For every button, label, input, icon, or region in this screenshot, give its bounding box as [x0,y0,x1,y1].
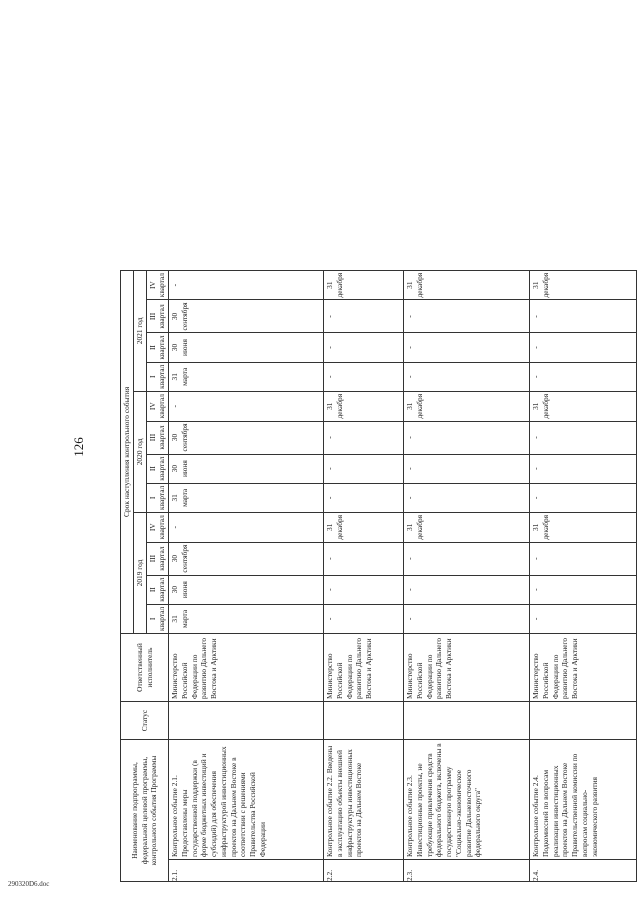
table-row [404,270,530,881]
table-row [169,270,324,881]
quarter-header: IV квартал [146,391,169,421]
header-name: Наименование подпрограммы, федеральной целевой программы, контрольного события Программы [121,740,169,882]
quarter-header: I квартал [146,362,169,391]
status-cell [169,702,324,740]
date-cell: - [530,575,637,604]
header-year-2020: 2020 год [133,391,146,512]
status-cell [324,702,404,740]
date-cell: 30 сентября [169,300,324,333]
date-cell: 31 декабря [404,270,530,300]
date-cell: - [324,454,404,483]
date-cell: - [404,421,530,454]
date-cell: 31 декабря [404,391,530,421]
date-cell: 31 декабря [404,512,530,542]
date-cell: 31 декабря [324,391,404,421]
date-cell: - [530,421,637,454]
date-cell: - [404,575,530,604]
table-body [169,270,637,881]
quarter-header: II квартал [146,575,169,604]
executor-cell: Министерство Российской Федерации по развитию Дальнего Востока и Арктики [169,634,324,702]
date-cell: 31 марта [169,362,324,391]
date-cell: - [324,333,404,362]
rotated-landscape-sheet [65,12,625,882]
date-cell: - [404,362,530,391]
executor-cell: Министерство Российской Федерации по развитию Дальнего Востока и Арктики [404,634,530,702]
row-number: 2.1. [169,860,324,882]
page-number: 126 [71,437,86,457]
date-cell: - [530,542,637,575]
date-cell: - [324,421,404,454]
executor-cell: Министерство Российской Федерации по развитию Дальнего Востока и Арктики [324,634,404,702]
event-name: Контрольное событие 2.3. Инвестиционные проекты, не требующие привлечения средств федерального бюджета, включены в государственную программу "Социально-экономическое развитие Дальневосточного федерального округа" [404,740,530,860]
file-footer: 290320D6.doc [8,880,50,888]
event-name: Контрольное событие 2.2. Введены в эксплуатацию объекты внешней инфраструктуры инвестиционных проектов на Дальнем Востоке [324,740,404,860]
date-cell: 31 марта [169,483,324,512]
date-cell: 31 декабря [324,270,404,300]
status-cell [404,702,530,740]
date-cell: - [404,604,530,633]
date-cell: - [324,483,404,512]
date-cell: - [404,542,530,575]
event-name: Контрольное событие 2.4. Подкомиссией по вопросам реализации инвестиционных проектов на Дальнем Востоке Правительственной комиссии по вопросам социально-экономического развития [530,740,637,860]
header-status: Статус [121,702,169,740]
event-name: Контрольное событие 2.1. Предоставлены меры государственной поддержки (в форме бюджетных инвестиций и субсидий) для обеспечения инфраструктурой инвестиционных проектов на Дальнем Востоке в соответствии с решениями Правительства Российской Федерации [169,740,324,860]
date-cell: - [169,512,324,542]
date-cell: - [169,270,324,300]
quarter-header: IV квартал [146,270,169,300]
date-cell: 30 сентября [169,421,324,454]
table-row [530,270,637,881]
date-cell: - [324,542,404,575]
date-cell: 30 июня [169,333,324,362]
status-cell [530,702,637,740]
date-cell: - [530,362,637,391]
quarter-header: I квартал [146,604,169,633]
quarter-header: IV квартал [146,512,169,542]
date-cell: - [404,483,530,512]
date-cell: 31 декабря [530,512,637,542]
table-row [324,270,404,881]
date-cell: - [404,300,530,333]
header-deadline: Срок наступления контрольного события [121,270,134,633]
date-cell: - [404,454,530,483]
date-cell: - [169,391,324,421]
date-cell: 30 июня [169,454,324,483]
date-cell: 30 июня [169,575,324,604]
row-number: 2.4. [530,860,637,882]
date-cell: 31 декабря [530,391,637,421]
date-cell: - [530,604,637,633]
date-cell: - [324,575,404,604]
date-cell: - [530,333,637,362]
quarter-header: II квартал [146,333,169,362]
date-cell: - [404,333,530,362]
quarter-header: II квартал [146,454,169,483]
date-cell: - [324,300,404,333]
date-cell: 31 декабря [530,270,637,300]
executor-cell: Министерство Российской Федерации по развитию Дальнего Востока и Арктики [530,634,637,702]
row-number: 2.2. [324,860,404,882]
date-cell: - [530,300,637,333]
date-cell: 30 сентября [169,542,324,575]
date-cell: - [324,362,404,391]
date-cell: 31 марта [169,604,324,633]
control-events-table [120,270,637,882]
date-cell: - [530,454,637,483]
date-cell: - [324,604,404,633]
header-year-2021: 2021 год [133,270,146,391]
quarter-header: III квартал [146,421,169,454]
date-cell: - [530,483,637,512]
quarter-header: I квартал [146,483,169,512]
header-year-2019: 2019 год [133,512,146,633]
header-executor: Ответственный исполнитель [121,634,169,702]
quarter-header: III квартал [146,300,169,333]
quarter-header: III квартал [146,542,169,575]
row-number: 2.3. [404,860,530,882]
date-cell: 31 декабря [324,512,404,542]
